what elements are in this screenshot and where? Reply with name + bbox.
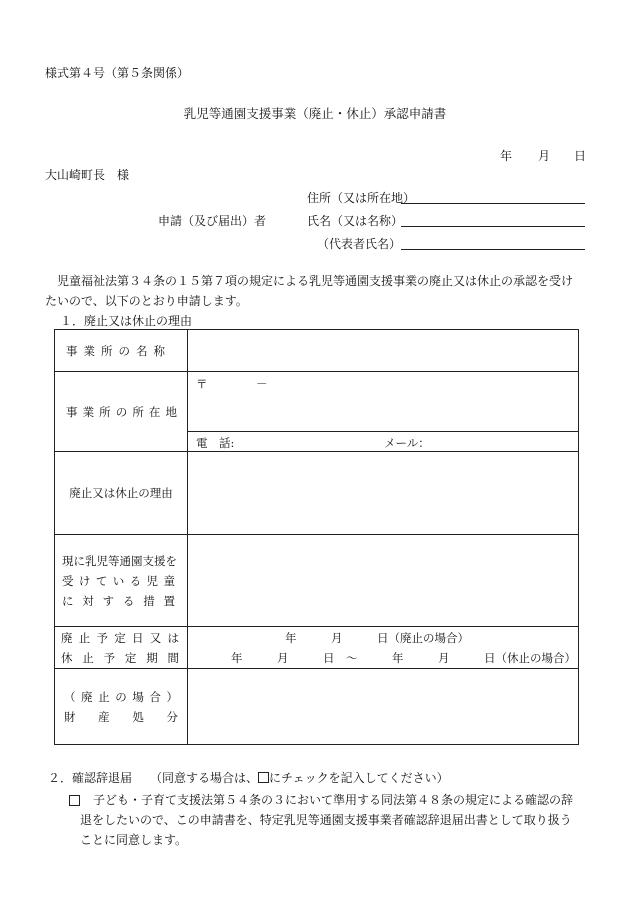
email-label: メール： [384,436,430,450]
date-year: 年 [500,149,513,163]
postal-dash: － [256,377,268,391]
representative-label: （代表者氏名） [317,237,402,251]
intro-line-2: たいので、以下のとおり申請します。 [45,294,248,308]
page-title: 乳児等通園支援事業（廃止・休止）承認申請書 [183,106,447,121]
form-number: 様式第４号（第５条関係） [45,66,190,80]
phone-label: 電 話: [196,436,235,450]
suspension-period: 年 月 日 ～ 年 月 日（休止の場合） [231,650,576,665]
facility-address-field[interactable] [188,372,579,432]
representative-field[interactable] [401,249,585,250]
row-measures [55,535,579,627]
name-field[interactable] [401,226,585,227]
section1-heading: １．廃止又は休止の理由 [60,314,193,328]
name-label: 氏名（又は名称） [307,214,404,228]
applicant-role: 申請（及び届出）者 [158,214,267,228]
addressee: 大山崎町長 様 [45,168,130,182]
address-label: 住所（又は所在地） [307,191,416,205]
schedule-label: 廃 止 予 定 日 又 は 休 止 予 定 期 間 [55,627,188,669]
application-table [54,329,579,745]
facility-name-label: 事 業 所 の 名 称 [55,330,188,372]
intro-line-1: 児童福祉法第３４条の１５第７項の規定による乳児等通園支援事業の廃止又は休止の承認を受け [57,274,574,288]
contact-field[interactable] [188,432,579,452]
address-field[interactable] [401,203,585,204]
consent-line-2: 退をしたいので、この申請書を、特定乳児等通園支援事業者確認辞退届出書として取り扱う [80,813,572,827]
measures-label: 現に乳児等通園支援を 受 け て い る 児 童 に 対 す る 措 置 [55,535,188,627]
row-schedule [55,627,579,669]
row-reason [55,452,579,535]
row-property [55,669,579,745]
property-label: （ 廃 止 の 場 合 ） 財 産 処 分 [55,669,188,745]
consent-checkbox[interactable] [69,795,80,806]
facility-name-field[interactable] [188,330,579,372]
row-facility-name [55,330,579,372]
section2-heading: ２．確認辞退届 （同意する場合は、 にチェックを記入してください） [48,771,449,785]
reason-field[interactable] [188,452,579,535]
schedule-field[interactable] [188,627,579,669]
consent-line-1: 子ども・子育て支援法第５４条の３において準用する同法第４８条の規定による確認の辞 [93,793,574,807]
abolition-date: 年 月 日（廃止の場合） [285,630,469,645]
property-field[interactable] [188,669,579,745]
postal-mark: 〒 [196,377,208,391]
measures-field[interactable] [188,535,579,627]
date-day: 日 [574,149,587,163]
consent-line-3: ことに同意します。 [80,833,188,847]
checkbox-icon [258,772,269,783]
facility-address-label: 事 業 所 の 所 在 地 [55,372,188,452]
reason-label: 廃止又は休止の理由 [55,452,188,535]
row-facility-address [55,372,579,432]
date-month: 月 [538,149,551,163]
